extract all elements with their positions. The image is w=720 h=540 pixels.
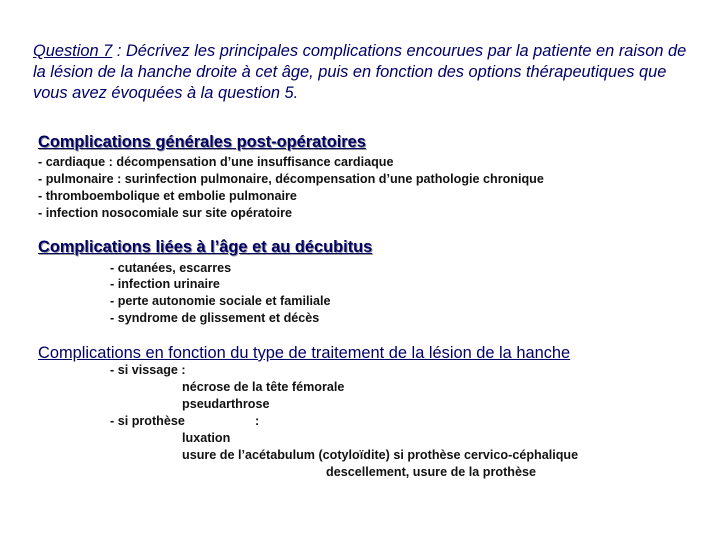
vissage-item: pseudarthrose (182, 397, 270, 411)
prothese-colon: : (255, 414, 260, 428)
question-text: : Décrivez les principales complications encourues par la patiente en raison de la lésion de la hanche droite à cet âge, puis en fonction des options thérapeutiques que vous avez évoquées à la question 5. (33, 42, 687, 102)
question-paragraph (33, 41, 693, 104)
prothese-item-last: descellement, usure de la prothèse (326, 465, 536, 479)
section2-item: - syndrome de glissement et décès (110, 311, 320, 325)
section2-item: - perte autonomie sociale et familiale (110, 294, 331, 308)
section1-title: Complications générales post-opératoires (38, 133, 366, 151)
prothese-item: luxation (182, 431, 231, 445)
vissage-item: nécrose de la tête fémorale (182, 380, 345, 394)
vissage-label: - si vissage : (110, 363, 186, 377)
section3-title: Complications en fonction du type de traitement de la lésion de la hanche (38, 344, 571, 362)
section2-title: Complications liées à l’âge et au décubitus (38, 238, 373, 256)
section1-item: - infection nosocomiale sur site opératoire (38, 206, 293, 220)
prothese-label: - si prothèse (110, 414, 185, 428)
section2-item: - cutanées, escarres (110, 261, 232, 275)
prothese-item: usure de l’acétabulum (cotyloïdite) si prothèse cervico-céphalique (182, 448, 579, 462)
question-label: Question 7 (33, 42, 113, 60)
section2-item: - infection urinaire (110, 277, 220, 291)
section1-item: - pulmonaire : surinfection pulmonaire, décompensation d’une pathologie chronique (38, 172, 544, 186)
section1-item: - cardiaque : décompensation d’une insuffisance cardiaque (38, 155, 394, 169)
section1-item: - thromboembolique et embolie pulmonaire (38, 189, 297, 203)
